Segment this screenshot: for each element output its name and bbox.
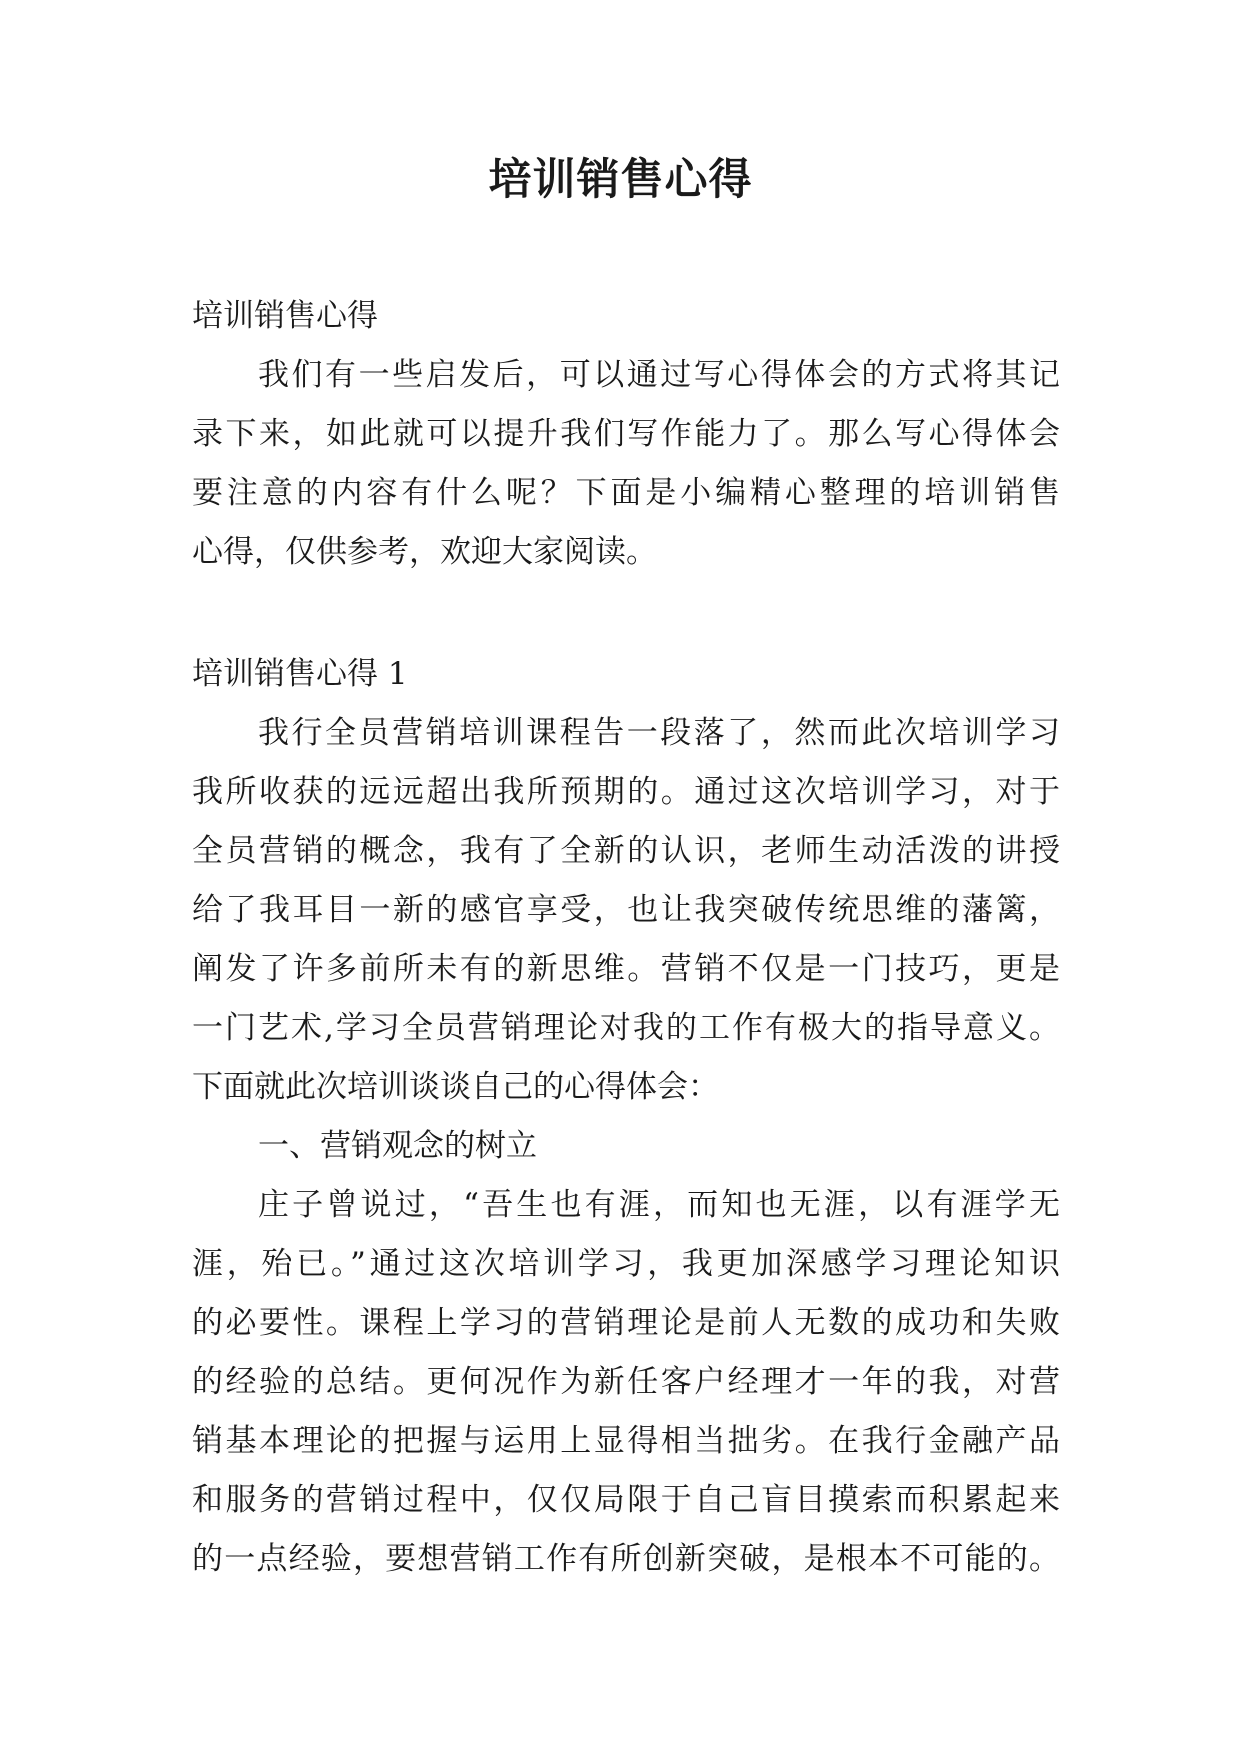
text-line: 我们有一些启发后，可以通过写心得体会的方式将其记	[258, 357, 1060, 393]
text-line: 庄子曾说过，“吾生也有涯，而知也无涯，以有涯学无	[258, 1187, 1060, 1223]
text-line: 一门艺术,学习全员营销理论对我的工作有极大的指导意义。	[192, 1010, 1060, 1046]
text-line: 给了我耳目一新的感官享受，也让我突破传统思维的藩篱，	[192, 892, 1060, 928]
text-line: 我所收获的远远超出我所预期的。通过这次培训学习，对于	[192, 774, 1060, 810]
document-body	[192, 287, 1060, 1589]
text-line: 录下来，如此就可以提升我们写作能力了。那么写心得体会	[192, 416, 1060, 452]
text-line: 阐发了许多前所未有的新思维。营销不仅是一门技巧，更是	[192, 951, 1060, 987]
document-title: 培训销售心得	[488, 155, 753, 205]
text-line: 我行全员营销培训课程告一段落了，然而此次培训学习	[258, 715, 1060, 751]
section-heading: 培训销售心得	[192, 298, 378, 334]
text-line: 下面就此次培训谈谈自己的心得体会：	[192, 1069, 719, 1105]
text-line: 要注意的内容有什么呢？下面是小编精心整理的培训销售	[192, 475, 1060, 511]
text-line: 一、营销观念的树立	[258, 1128, 537, 1164]
text-line: 销基本理论的把握与运用上显得相当拙劣。在我行金融产品	[192, 1423, 1060, 1459]
text-line: 全员营销的概念，我有了全新的认识，老师生动活泼的讲授	[192, 833, 1060, 869]
text-line: 涯，殆已。”通过这次培训学习，我更加深感学习理论知识	[192, 1246, 1060, 1282]
text-line: 的经验的总结。更何况作为新任客户经理才一年的我，对营	[192, 1364, 1060, 1400]
text-line: 的必要性。课程上学习的营销理论是前人无数的成功和失败	[192, 1305, 1060, 1341]
section-heading: 培训销售心得 1	[192, 656, 408, 692]
section-gap	[192, 582, 1060, 645]
text-line: 心得，仅供参考，欢迎大家阅读。	[192, 534, 657, 570]
text-line: 和服务的营销过程中，仅仅局限于自己盲目摸索而积累起来	[192, 1482, 1060, 1518]
text-line: 的一点经验，要想营销工作有所创新突破，是根本不可能的。	[192, 1541, 1060, 1577]
